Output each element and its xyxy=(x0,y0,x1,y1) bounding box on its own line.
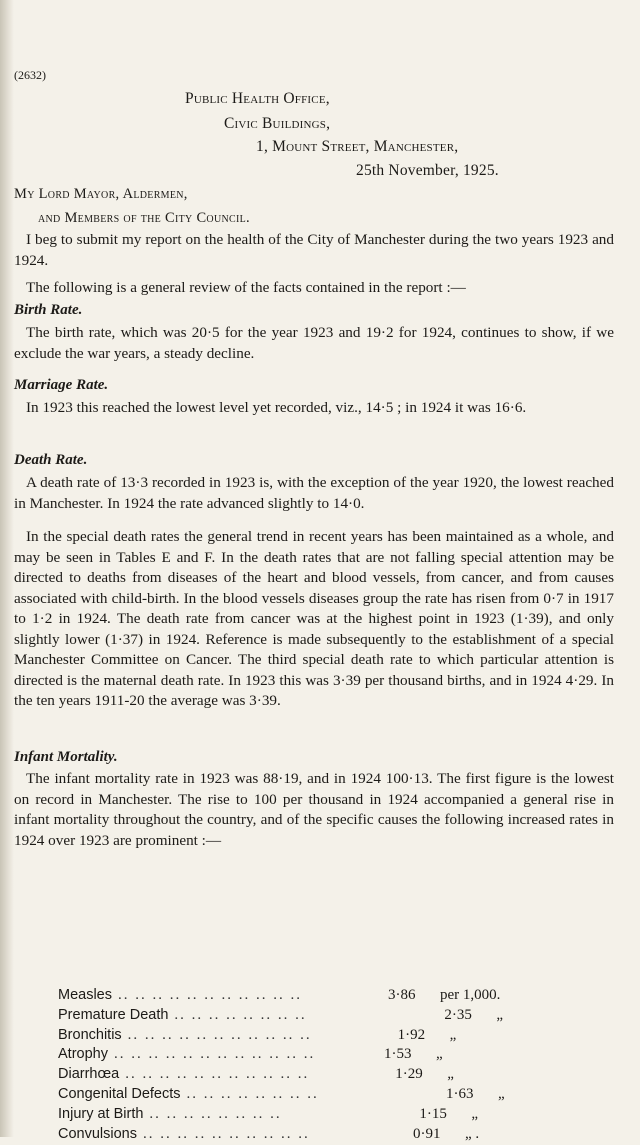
cause-value: 1·53 xyxy=(383,1046,412,1063)
leader-dots: .. .. .. .. .. .. .. .. .. .. .. xyxy=(125,1066,310,1083)
list-item xyxy=(58,1007,618,1027)
cause-value: 1·92 xyxy=(397,1026,426,1043)
cause-unit: „ xyxy=(471,1105,479,1122)
cause-unit: „ xyxy=(449,1026,457,1043)
death-rate-paragraph: A death rate of 13·3 recorded in 1923 is, with the exception of the year 1920, the lowest reached in Manchester. In 1924 the rate advanced slightly to 14·0. xyxy=(14,474,614,512)
leader-dots: .. .. .. .. .. .. .. .. .. .. .. xyxy=(118,987,302,1003)
list-item xyxy=(58,1027,618,1047)
cause-unit: „ xyxy=(447,1066,454,1083)
special-death-rates-paragraph: In the special death rates the general trend in recent years has been maintained as a whole, and may be seen in Tables E and F. In the death rates that are not falling special attention may be directed to deaths from diseases of the heart and blood vessels, from cancer, and from causes associated with child-birth. In the blood vessels diseases group the rate has risen from 0·7 in 1917 to 1·2 in 1924. The death rate from cancer was at the highest point in 1923 (1·39), and only slightly lower (1·37) in 1924. Reference is made subsequently to the establishment of a special Manchester Committee on Cancer. The third special death rate to which particular attention is directed is the maternal death rate. In 1923 this was 3·39 per thousand births, and in 1924 4·29. In the ten years 1911-20 the average was 3·39. xyxy=(14,528,614,709)
list-item xyxy=(58,1086,618,1106)
list-item xyxy=(58,1106,618,1126)
marriage-rate-heading: Marriage Rate. xyxy=(14,377,109,393)
birth-rate-paragraph: The birth rate, which was 20·5 for the year 1923 and 19·2 for 1924, continues to show, if we exclude the war years, a steady decline. xyxy=(14,324,614,362)
cause-value: 2·35 xyxy=(444,1006,472,1023)
list-item xyxy=(58,1046,618,1066)
page-binding-edge xyxy=(0,0,14,1137)
cause-label: Congenital Defects xyxy=(58,1085,181,1102)
letter-date: 25th November, 1925. xyxy=(356,162,499,179)
cause-value: 1·63 xyxy=(446,1085,474,1102)
leader-dots: .. .. .. .. .. .. .. .. .. .. xyxy=(143,1125,310,1142)
salutation-line-2: and Members of the City Council. xyxy=(38,210,250,226)
address-line-2: Civic Buildings, xyxy=(224,115,331,132)
list-item xyxy=(58,1126,618,1145)
salutation-line-1: My Lord Mayor, Aldermen, xyxy=(14,186,188,202)
leader-dots: .. .. .. .. .. .. .. .. .. .. .. xyxy=(127,1026,312,1043)
marriage-rate-paragraph: In 1923 this reached the lowest level yet recorded, viz., 14·5 ; in 1924 it was 16·6. xyxy=(26,399,527,416)
infant-mortality-heading: Infant Mortality. xyxy=(14,749,118,765)
cause-value: 0·91 xyxy=(413,1125,441,1142)
review-paragraph: The following is a general review of the facts contained in the report :— xyxy=(26,279,466,296)
cause-label: Convulsions xyxy=(58,1125,137,1142)
address-line-3: 1, Mount Street, Manchester, xyxy=(256,138,459,155)
cause-label: Measles xyxy=(58,987,112,1003)
cause-unit: per 1,000. xyxy=(440,987,501,1003)
reference-number: (2632) xyxy=(14,68,46,82)
cause-value: 1·29 xyxy=(395,1066,423,1083)
cause-label: Bronchitis xyxy=(58,1026,122,1043)
cause-unit: „ xyxy=(498,1085,505,1102)
list-item xyxy=(58,1066,618,1086)
death-rate-heading: Death Rate. xyxy=(14,452,88,468)
leader-dots: .. .. .. .. .. .. .. .. xyxy=(174,1006,307,1023)
leader-dots: .. .. .. .. .. .. .. .. .. .. .. .. xyxy=(113,1046,316,1063)
cause-label: Premature Death xyxy=(58,1006,169,1023)
infant-mortality-paragraph: The infant mortality rate in 1923 was 88·19, and in 1924 100·13. The first figure is the lowest on record in Manchester. The rise to 100 per thousand in 1924 accompanied a general rise in infant mortality throughout the country, and of the specific causes the following increased rates in 1924 over 1923 are prominent :— xyxy=(14,770,614,849)
intro-paragraph: I beg to submit my report on the health of the City of Manchester during the two years 1923 and 1924. xyxy=(14,231,614,269)
cause-unit: „ xyxy=(496,1006,504,1023)
cause-label: Diarrhœa xyxy=(58,1066,120,1083)
cause-value: 1·15 xyxy=(419,1105,447,1122)
birth-rate-heading: Birth Rate. xyxy=(14,302,83,318)
cause-label: Injury at Birth xyxy=(58,1105,144,1122)
list-item xyxy=(58,987,618,1007)
leader-dots: .. .. .. .. .. .. .. .. xyxy=(186,1085,319,1102)
cause-label: Atrophy xyxy=(58,1046,108,1063)
cause-unit: „ xyxy=(435,1046,443,1063)
cause-value: 3·86 xyxy=(388,987,416,1003)
cause-unit: „ . xyxy=(465,1125,480,1142)
address-line-1: Public Health Office, xyxy=(185,90,330,107)
leader-dots: .. .. .. .. .. .. .. .. xyxy=(149,1105,282,1122)
causes-list xyxy=(58,987,618,1145)
